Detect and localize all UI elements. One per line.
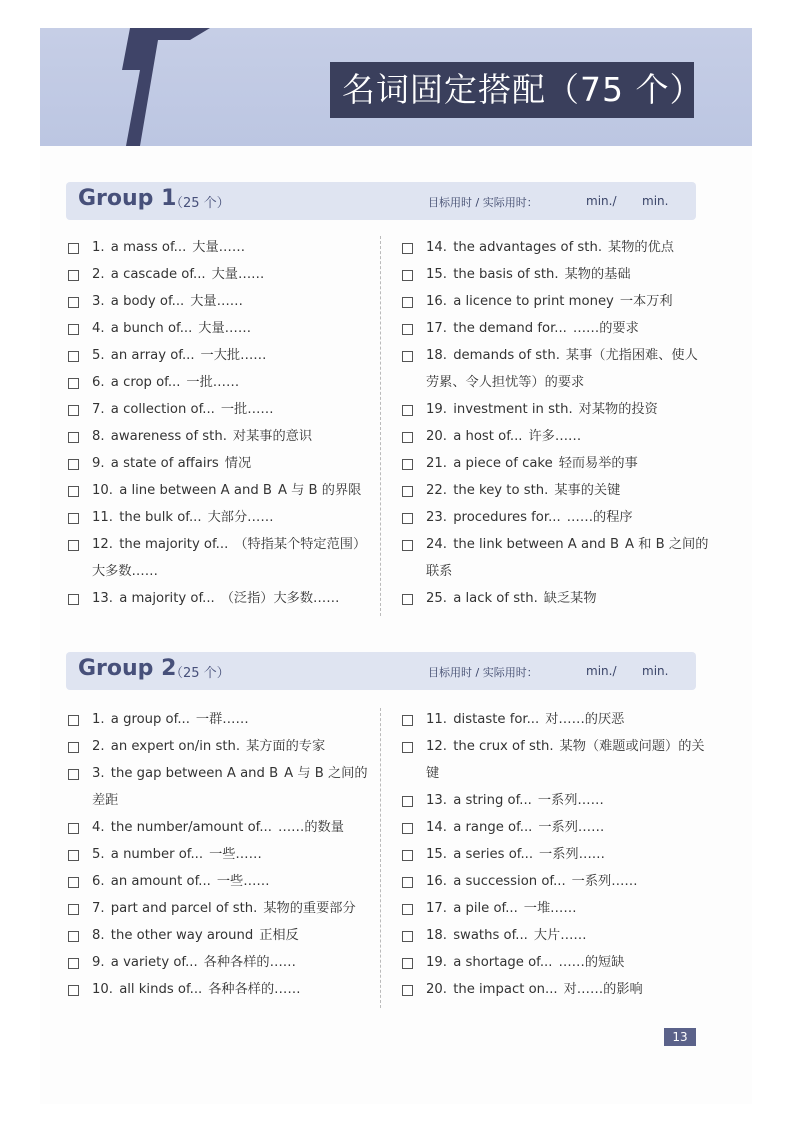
- vocab-item: [66, 976, 376, 1003]
- item-meaning: 某事的关键: [554, 483, 621, 498]
- item-number: 17.: [426, 901, 447, 916]
- checkbox[interactable]: [402, 715, 413, 726]
- item-meaning: 一本万利: [619, 294, 673, 309]
- checkbox[interactable]: [68, 769, 79, 780]
- vocab-item: [400, 477, 710, 504]
- item-phrase: an expert on/in sth.: [110, 739, 241, 754]
- item-meaning: A 与 B 之间的差距: [92, 766, 368, 808]
- item-meaning: 大量……: [211, 267, 265, 282]
- item-number: 9.: [92, 456, 105, 471]
- vocab-item: [400, 733, 710, 787]
- item-phrase: a lack of sth.: [453, 591, 538, 606]
- vocab-item: [400, 396, 710, 423]
- vocab-item: [66, 504, 376, 531]
- item-phrase: a group of...: [110, 712, 190, 727]
- checkbox[interactable]: [402, 904, 413, 915]
- group-1-time-label: 目标用时 / 实际用时：: [428, 196, 538, 209]
- checkbox[interactable]: [402, 594, 413, 605]
- item-meaning: 某物的优点: [608, 240, 674, 255]
- item-meaning: 正相反: [259, 928, 299, 943]
- column-divider: [380, 708, 381, 1008]
- item-number: 1.: [92, 712, 105, 727]
- vocab-item: [400, 504, 710, 531]
- item-meaning: 大片……: [533, 928, 587, 943]
- item-phrase: a mass of...: [110, 240, 187, 255]
- vocab-item: [400, 868, 710, 895]
- item-number: 21.: [426, 456, 447, 471]
- group-1-min-label-2: min.: [642, 194, 669, 208]
- item-meaning: A 和 B 之间的联系: [426, 537, 709, 579]
- group-1-min-label-1: min./: [586, 194, 617, 208]
- item-phrase: distaste for...: [453, 712, 540, 727]
- item-meaning: 一系列……: [538, 820, 605, 835]
- item-meaning: 轻而易举的事: [558, 456, 638, 471]
- item-phrase: all kinds of...: [119, 982, 203, 997]
- checkbox[interactable]: [402, 931, 413, 942]
- checkbox[interactable]: [68, 742, 79, 753]
- item-phrase: a crop of...: [110, 375, 181, 390]
- item-meaning: 对……的影响: [563, 982, 643, 997]
- item-phrase: the impact on...: [453, 982, 558, 997]
- item-phrase: the number/amount of...: [110, 820, 272, 835]
- item-number: 3.: [92, 294, 105, 309]
- item-meaning: 对某物的投资: [578, 402, 658, 417]
- vocab-item: [400, 841, 710, 868]
- item-meaning: 对某事的意识: [232, 429, 313, 444]
- item-meaning: 一些……: [209, 847, 262, 862]
- item-phrase: a line between A and B: [119, 483, 272, 498]
- item-phrase: demands of sth.: [453, 348, 560, 363]
- page-title: 名词固定搭配（75 个）: [342, 70, 704, 109]
- vocab-item: [66, 922, 376, 949]
- item-meaning: 许多……: [528, 429, 582, 444]
- vocab-item: [400, 531, 710, 585]
- vocab-item: [66, 585, 376, 612]
- item-meaning: 大量……: [192, 240, 246, 255]
- item-number: 4.: [92, 820, 105, 835]
- page: [40, 28, 752, 1104]
- item-number: 8.: [92, 429, 105, 444]
- item-number: 7.: [92, 402, 105, 417]
- item-number: 12.: [426, 739, 447, 754]
- item-meaning: 缺乏某物: [543, 591, 597, 606]
- vocab-item: [400, 706, 710, 733]
- vocab-item: [66, 949, 376, 976]
- lightning-bolt-icon: [100, 28, 220, 146]
- item-meaning: 一群……: [195, 712, 249, 727]
- vocab-item: [66, 733, 376, 760]
- item-number: 6.: [92, 874, 105, 889]
- checkbox[interactable]: [68, 486, 79, 497]
- item-number: 5.: [92, 348, 105, 363]
- group-1-count: （25 个）: [170, 196, 230, 211]
- item-phrase: the majority of...: [119, 537, 229, 552]
- item-meaning: A 与 B 的界限: [277, 483, 362, 498]
- item-number: 12.: [92, 537, 113, 552]
- item-meaning: （特指某个特定范围）大多数……: [92, 537, 367, 579]
- item-meaning: 一些……: [216, 874, 270, 889]
- group-2-time-label: 目标用时 / 实际用时：: [428, 666, 538, 679]
- item-phrase: awareness of sth.: [110, 429, 227, 444]
- checkbox[interactable]: [68, 540, 79, 551]
- checkbox[interactable]: [68, 351, 79, 362]
- item-number: 20.: [426, 429, 447, 444]
- item-phrase: a succession of...: [453, 874, 566, 889]
- item-number: 14.: [426, 240, 447, 255]
- page-number: 13: [664, 1028, 696, 1046]
- column-divider: [380, 236, 381, 616]
- item-phrase: the bulk of...: [119, 510, 202, 525]
- vocab-item: [400, 423, 710, 450]
- checkbox[interactable]: [402, 351, 413, 362]
- vocab-item: [400, 976, 710, 1003]
- vocab-item: [66, 450, 376, 477]
- vocab-item: [400, 949, 710, 976]
- item-number: 4.: [92, 321, 105, 336]
- item-phrase: the advantages of sth.: [453, 240, 603, 255]
- item-number: 15.: [426, 267, 447, 282]
- item-meaning: 情况: [224, 456, 252, 471]
- vocab-item: [66, 477, 376, 504]
- item-number: 8.: [92, 928, 105, 943]
- item-phrase: the link between A and B: [453, 537, 620, 552]
- item-meaning: ……的数量: [277, 820, 344, 835]
- vocab-item: [66, 396, 376, 423]
- checkbox[interactable]: [402, 540, 413, 551]
- checkbox[interactable]: [402, 985, 413, 996]
- checkbox[interactable]: [402, 297, 413, 308]
- item-phrase: the key to sth.: [453, 483, 549, 498]
- item-meaning: ……的要求: [572, 321, 639, 336]
- vocab-item: [66, 423, 376, 450]
- vocab-item: [66, 288, 376, 315]
- item-number: 14.: [426, 820, 447, 835]
- item-number: 2.: [92, 739, 105, 754]
- checkbox[interactable]: [68, 594, 79, 605]
- item-phrase: a shortage of...: [453, 955, 553, 970]
- item-phrase: a host of...: [453, 429, 523, 444]
- checkbox[interactable]: [402, 513, 413, 524]
- item-phrase: the basis of sth.: [453, 267, 559, 282]
- checkbox[interactable]: [402, 432, 413, 443]
- item-meaning: 大量……: [190, 294, 243, 309]
- vocab-item: [400, 261, 710, 288]
- item-number: 13.: [92, 591, 113, 606]
- group-2-min-label-1: min./: [586, 664, 617, 678]
- item-number: 18.: [426, 928, 447, 943]
- checkbox[interactable]: [402, 243, 413, 254]
- checkbox[interactable]: [68, 823, 79, 834]
- item-meaning: 某物的基础: [564, 267, 631, 282]
- vocab-item: [66, 868, 376, 895]
- vocab-item: [66, 895, 376, 922]
- item-phrase: an amount of...: [110, 874, 211, 889]
- checkbox[interactable]: [402, 459, 413, 470]
- item-meaning: 某物（难题或问题）的关键: [426, 739, 705, 781]
- checkbox[interactable]: [68, 270, 79, 281]
- checkbox[interactable]: [68, 850, 79, 861]
- item-meaning: 各种各样的……: [208, 982, 301, 997]
- item-meaning: 一堆……: [523, 901, 577, 916]
- checkbox[interactable]: [402, 877, 413, 888]
- item-meaning: 各种各样的……: [203, 955, 296, 970]
- item-phrase: a majority of...: [119, 591, 215, 606]
- group-2-count: （25 个）: [170, 666, 230, 681]
- item-phrase: a state of affairs: [110, 456, 219, 471]
- checkbox[interactable]: [402, 850, 413, 861]
- item-number: 15.: [426, 847, 447, 862]
- checkbox[interactable]: [68, 297, 79, 308]
- item-number: 19.: [426, 955, 447, 970]
- checkbox[interactable]: [68, 985, 79, 996]
- checkbox[interactable]: [68, 715, 79, 726]
- vocab-item: [66, 706, 376, 733]
- checkbox[interactable]: [402, 958, 413, 969]
- checkbox[interactable]: [402, 324, 413, 335]
- item-phrase: procedures for...: [453, 510, 561, 525]
- item-number: 23.: [426, 510, 447, 525]
- checkbox[interactable]: [68, 378, 79, 389]
- item-number: 20.: [426, 982, 447, 997]
- item-phrase: the gap between A and B: [110, 766, 279, 781]
- item-meaning: 大量……: [198, 321, 252, 336]
- checkbox[interactable]: [68, 432, 79, 443]
- item-number: 6.: [92, 375, 105, 390]
- item-meaning: 某事（尤指困难、使人劳累、令人担忧等）的要求: [426, 348, 698, 390]
- vocab-item: [66, 531, 376, 585]
- item-number: 16.: [426, 294, 447, 309]
- item-number: 10.: [92, 982, 113, 997]
- item-phrase: swaths of...: [453, 928, 528, 943]
- item-meaning: 对……的厌恶: [545, 712, 625, 727]
- group-2-left-column: [66, 706, 376, 1003]
- vocab-item: [400, 895, 710, 922]
- item-phrase: a string of...: [453, 793, 532, 808]
- item-number: 2.: [92, 267, 105, 282]
- vocab-item: [66, 369, 376, 396]
- checkbox[interactable]: [68, 904, 79, 915]
- checkbox[interactable]: [402, 823, 413, 834]
- item-phrase: a bunch of...: [110, 321, 193, 336]
- item-phrase: part and parcel of sth.: [110, 901, 258, 916]
- vocab-item: [400, 288, 710, 315]
- item-meaning: 一系列……: [539, 847, 605, 862]
- checkbox[interactable]: [402, 742, 413, 753]
- item-number: 5.: [92, 847, 105, 862]
- item-meaning: 大部分……: [207, 510, 274, 525]
- item-number: 18.: [426, 348, 447, 363]
- item-number: 17.: [426, 321, 447, 336]
- item-number: 1.: [92, 240, 105, 255]
- item-phrase: a collection of...: [110, 402, 215, 417]
- item-phrase: the crux of sth.: [453, 739, 554, 754]
- checkbox[interactable]: [68, 513, 79, 524]
- group-1-right-column: [400, 234, 710, 612]
- vocab-item: [66, 760, 376, 814]
- item-number: 24.: [426, 537, 447, 552]
- checkbox[interactable]: [68, 931, 79, 942]
- item-number: 13.: [426, 793, 447, 808]
- item-phrase: a range of...: [453, 820, 533, 835]
- item-phrase: a number of...: [110, 847, 204, 862]
- item-number: 7.: [92, 901, 105, 916]
- item-phrase: the other way around: [110, 928, 254, 943]
- item-phrase: a licence to print money: [453, 294, 614, 309]
- item-number: 11.: [426, 712, 447, 727]
- checkbox[interactable]: [68, 405, 79, 416]
- item-number: 10.: [92, 483, 113, 498]
- vocab-item: [400, 450, 710, 477]
- item-number: 16.: [426, 874, 447, 889]
- item-phrase: an array of...: [110, 348, 195, 363]
- group-2-title: Group 2: [78, 656, 177, 681]
- checkbox[interactable]: [402, 405, 413, 416]
- item-meaning: 某物的重要部分: [263, 901, 356, 916]
- item-number: 22.: [426, 483, 447, 498]
- item-meaning: ……的短缺: [558, 955, 625, 970]
- item-number: 9.: [92, 955, 105, 970]
- vocab-item: [400, 234, 710, 261]
- title-banner: [40, 28, 752, 146]
- item-phrase: a pile of...: [453, 901, 518, 916]
- checkbox[interactable]: [402, 486, 413, 497]
- vocab-item: [66, 261, 376, 288]
- item-meaning: 一系列……: [571, 874, 638, 889]
- vocab-item: [66, 841, 376, 868]
- vocab-item: [400, 787, 710, 814]
- checkbox[interactable]: [68, 459, 79, 470]
- vocab-item: [66, 234, 376, 261]
- item-meaning: （泛指）大多数……: [220, 591, 340, 606]
- item-meaning: 一系列……: [537, 793, 604, 808]
- vocab-item: [66, 814, 376, 841]
- item-phrase: a piece of cake: [453, 456, 553, 471]
- checkbox[interactable]: [68, 324, 79, 335]
- vocab-item: [400, 922, 710, 949]
- group-2-min-label-2: min.: [642, 664, 669, 678]
- vocab-item: [400, 585, 710, 612]
- checkbox[interactable]: [68, 243, 79, 254]
- vocab-item: [400, 814, 710, 841]
- item-meaning: 某方面的专家: [246, 739, 326, 754]
- item-meaning: 一批……: [220, 402, 274, 417]
- item-phrase: investment in sth.: [453, 402, 573, 417]
- group-1-header: [66, 182, 696, 220]
- item-number: 19.: [426, 402, 447, 417]
- vocab-item: [66, 315, 376, 342]
- checkbox[interactable]: [68, 958, 79, 969]
- item-phrase: a series of...: [453, 847, 534, 862]
- item-meaning: 一批……: [186, 375, 240, 390]
- item-phrase: a body of...: [110, 294, 185, 309]
- group-1-title: Group 1: [78, 186, 177, 211]
- item-meaning: ……的程序: [566, 510, 633, 525]
- group-2-right-column: [400, 706, 710, 1003]
- item-number: 3.: [92, 766, 105, 781]
- item-phrase: a variety of...: [110, 955, 198, 970]
- group-1-left-column: [66, 234, 376, 612]
- item-phrase: the demand for...: [453, 321, 567, 336]
- vocab-item: [66, 342, 376, 369]
- item-number: 11.: [92, 510, 113, 525]
- checkbox[interactable]: [402, 270, 413, 281]
- checkbox[interactable]: [68, 877, 79, 888]
- group-2-header: [66, 652, 696, 690]
- item-meaning: 一大批……: [200, 348, 267, 363]
- item-phrase: a cascade of...: [110, 267, 206, 282]
- vocab-item: [400, 315, 710, 342]
- item-number: 25.: [426, 591, 447, 606]
- checkbox[interactable]: [402, 796, 413, 807]
- vocab-item: [400, 342, 710, 396]
